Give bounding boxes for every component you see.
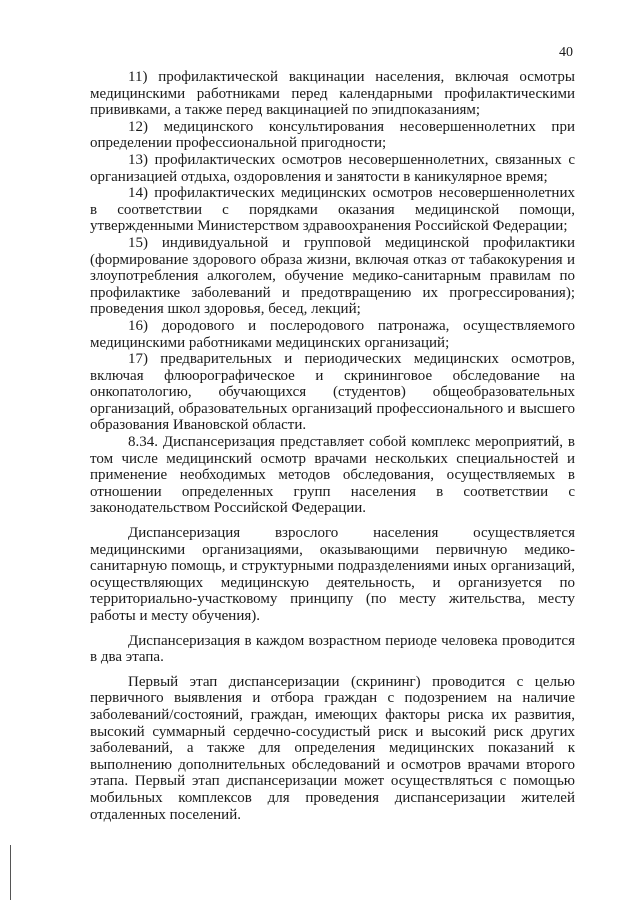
document-body	[90, 69, 575, 823]
paragraph-item-11: 11) профилактической вакцинации населения, включая осмотры медицинскими работниками перед календарными профилактическими прививками, а также перед вакцинацией по эпидпоказаниям;	[90, 69, 575, 119]
paragraph-adult-dispensary: Диспансеризация взрослого населения осуществляется медицинскими организациями, оказывающими первичную медико-санитарную помощь, и структурными подразделениями иных организаций, осуществляющих медицинскую деятельность, и организуется по территориально-участковому принципу (по месту жительства, месту работы и месту обучения).	[90, 525, 575, 624]
page-number: 40	[559, 45, 573, 60]
scan-margin-line	[10, 845, 11, 900]
paragraph-item-15: 15) индивидуальной и групповой медицинской профилактики (формирование здорового образа жизни, включая отказ от табакокурения и злоупотребления алкоголем, обучение медико-санитарным правилам по профилактике заболеваний и предотвращению их прогрессирования); проведения школ здоровья, бесед, лекций;	[90, 234, 575, 318]
paragraph-item-12: 12) медицинского консультирования несовершеннолетних при определении профессиональной пригодности;	[90, 118, 575, 152]
paragraph-section-8-34: 8.34. Диспансеризация представляет собой комплекс мероприятий, в том числе медицинский осмотр врачами нескольких специальностей и применение необходимых методов обследования, осуществляемых в отношении определенных групп населения в соответствии с законодательством Российской Федерации.	[90, 434, 575, 517]
paragraph-first-stage: Первый этап диспансеризации (скрининг) проводится с целью первичного выявления и отбора граждан с подозрением на наличие заболеваний/состояний, граждан, имеющих факторы риска их развития, высокий суммарный сердечно-сосудистый риск и высокий риск других заболеваний, а также для определения медицинских показаний к выполнению дополнительных обследований и осмотров врачами второго этапа. Первый этап диспансеризации может осуществляться с помощью мобильных комплексов для проведения диспансеризации жителей отдаленных поселений.	[90, 673, 575, 823]
paragraph-item-17: 17) предварительных и периодических медицинских осмотров, включая флюорографическое и скрининговое обследование на онкопатологию, обучающихся (студентов) общеобразовательных организаций, образовательных организаций профессионального и высшего образования Ивановской области.	[90, 351, 575, 434]
paragraph-two-stages: Диспансеризация в каждом возрастном периоде человека проводится в два этапа.	[90, 632, 575, 666]
paragraph-item-16: 16) дородового и послеродового патронажа, осуществляемого медицинскими работниками медицинских организаций;	[90, 317, 575, 351]
paragraph-item-13: 13) профилактических осмотров несовершеннолетних, связанных с организацией отдыха, оздоровления и занятости в каникулярное время;	[90, 151, 575, 185]
paragraph-item-14: 14) профилактических медицинских осмотров несовершеннолетних в соответствии с порядками оказания медицинской помощи, утвержденными Министерством здравоохранения Российской Федерации;	[90, 185, 575, 235]
